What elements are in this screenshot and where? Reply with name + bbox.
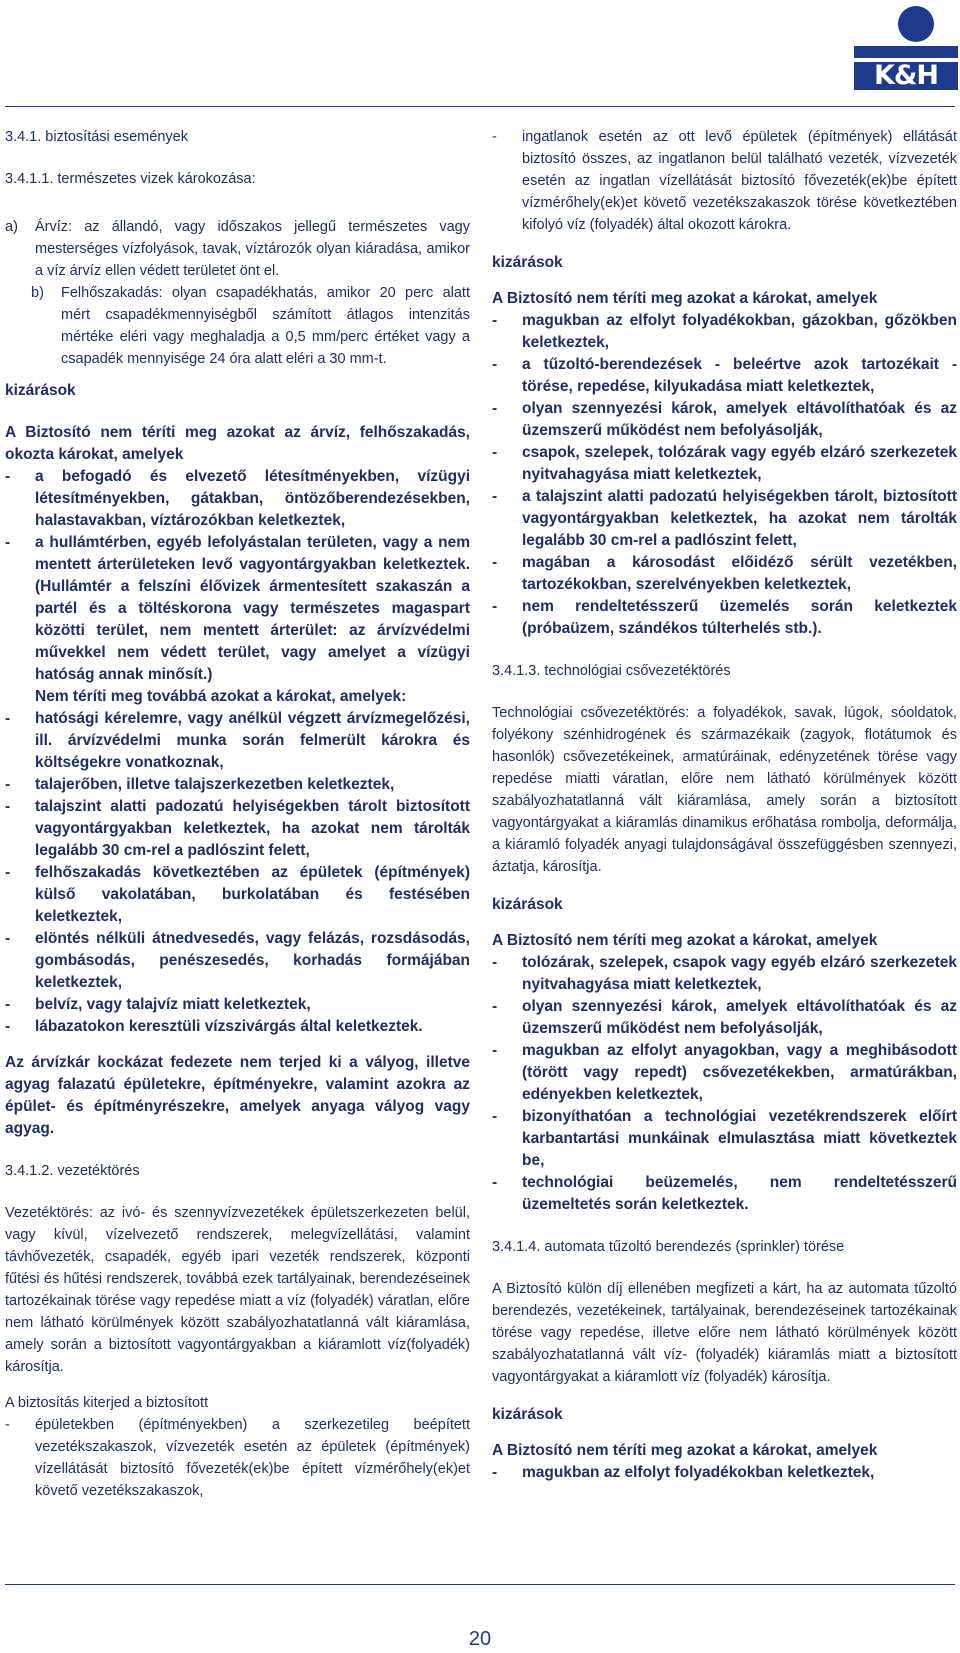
list-item: - belvíz, vagy talajvíz miatt keletkeztek, [5,996,311,1013]
section-heading-3-4-1-4: 3.4.1.4. automata tűzoltó berendezés (sprinkler) törése [492,1239,845,1255]
exclusions-heading: kizárások [492,1406,563,1423]
kh-logo [854,6,958,91]
exclusions-intro: A Biztosító nem téríti meg azokat a károkat, amelyek [492,932,878,949]
list-item: - magukban az elfolyt folyadékokban keletkeztek, [492,1464,875,1481]
list-item: - magában a károsodást előidéző sérült vezetékben, tartozékokban, szerelvényekben keletkeztek, [492,554,957,593]
list-item: - a hullámtérben, egyéb lefolyástalan területen, vagy a nem mentett árterületeken levő vagyontárgyakban keletkeztek. (Hullámtér a felszíni élővizek ármentesített szakaszán a partél és a töltéskorona vagy természetes magaspart közötti terület, nem mentett árterület: az árvízvédelmi művekkel nem védett terület, vagy amelyet a vízügyi hatóság annak minősít.) [5,534,470,683]
exclusions-intro: A Biztosító nem téríti meg azokat a károkat, amelyek [492,1442,878,1459]
list-item: - lábazatokon keresztüli vízszivárgás által keletkeztek. [5,1018,423,1035]
exclusions-heading: kizárások [492,254,563,271]
list-item: - talajerőben, illetve talajszerkezetben keletkeztek, [5,776,395,793]
coverage-item: - épületekben (építményekben) a szerkezetileg beépített vezetékszakaszok, vízvezeték esetén az épületek (építmények) vízellátását biztosító fővezeték(ek)be épített vízmérőhely(ek)et követő vezetékszakaszok, [5,1417,470,1499]
list-item: - a talajszint alatti padozatú helyiségekben tárolt, biztosított vagyontárgyakban keletkeztek, ha azokat nem tárolták legalább 30 cm-rel a padlószint felett, [492,488,957,549]
list-item: - a tűzoltó-berendezések - beleértve azok tartozékait - törése, repedése, kilyukadása miatt keletkeztek, [492,356,957,395]
logo-text: K&H [854,62,958,90]
vezetektores-definition: Vezetéktörés: az ivó- és szennyvízvezetékek épületszerkezeten belül, vagy kívül, vízelvezető rendszerek, melegvízellátási, valamint távhővezeték, csapadék, egyéb ipari vezeték rendszerek, központi fűtési és hűtési rendszerek, továbbá ezek tartályainak, berendezéseinek tartozékainak törése vagy repedése miatt a víz (folyadék) váratlan, előre nem látható körülmények között szabályozhatatlanná vált kiáramlása, amely során a biztosított vagyontárgyakban a kiáramlott víz(folyadék) károsítja. [5,1205,470,1375]
list-item: - hatósági kérelemre, vagy anélkül végzett árvízmegelőzési, ill. árvízvédelmi munka során felmerült károkra és költségekre vonatkoznak, [5,710,470,771]
technological-pipe-definition: Technológiai csővezetéktörés: a folyadékok, savak, lúgok, sóoldatok, folyékony szénhidrogének és származékaik (zagyok, flotátumok és hasonlók) csővezetékeinek, armatúráinak, edényzetének törése vagy repedése miatti váratlan, előre nem látható körülmények között szabályozhatatlanná vált kiáramlása, amely során a biztosított vagyontárgyakat a kiáramlás dinamikus erőhatása rombolja, deformálja, a kiáramló folyadék anyagi tulajdonságával összefüggésben szennyezi, áztatja, károsítja. [492,705,957,875]
exclusions-list-r1 [492,310,957,640]
list-item: - magukban az elfolyt anyagokban, vagy a meghibásodott (törött vagy repedt) csővezetékekben, armatúrákban, edényekben keletkeztek, [492,1042,957,1103]
list-item: - csapok, szelepek, tolózárak vagy egyéb elzáró szerkezetek nyitvahagyása miatt keletkeztek, [492,444,957,483]
exclusions-intro: A Biztosító nem téríti meg azokat az árvíz, felhőszakadás, okozta károkat, amelyek [5,424,470,463]
logo-bar [854,46,958,58]
right-column [492,126,957,1484]
list-item: - technológiai beüzemelés, nem rendeltetésszerű üzemeltetés során keletkeztek. [492,1174,957,1213]
bottom-rule [5,1584,955,1585]
exclusions-intro: A Biztosító nem téríti meg azokat a károkat, amelyek [492,290,878,307]
section-heading-3-4-1: 3.4.1. biztosítási események [5,129,188,145]
exclusions-list-1 [5,466,470,686]
list-item: - tolózárak, szelepek, csapok vagy egyéb elzáró szerkezetek nyitvahagyása miatt keletkeztek, [492,954,957,993]
coverage-item-continued: - ingatlanok esetén az ott levő épületek (építmények) ellátását biztosító összes, az ingatlanon belül található vezeték, vízvezeték esetén az ingatlan vízellátását biztosító fővezeték(ek)be épített vízmérőhely(ek)et követő vezetékszakaszok törése következtében kifolyó víz (folyadék) által okozott károkra. [492,129,957,233]
list-item: - felhőszakadás következtében az épületek (építmények) külső vakolatában, burkolatában és festésében keletkeztek, [5,864,470,925]
top-rule [5,106,955,107]
logo-circle [898,6,934,42]
section-heading-3-4-1-2: 3.4.1.2. vezetéktörés [5,1163,140,1179]
page-number: 20 [468,1628,492,1650]
exclusions-heading: kizárások [5,382,76,399]
list-item: - talajszint alatti padozatú helyiségekben tárolt biztosított vagyontárgyakban keletkeztek, ha azokat nem tárolták legalább 30 cm-rel a padlószint felett, [5,798,470,859]
exclusions-list-r2 [492,952,957,1216]
list-item: - olyan szennyezési károk, amelyek eltávolíthatóak és az üzemszerű működést nem befolyásolják, [492,400,957,439]
exclusions-heading: kizárások [492,896,563,913]
list-item: - olyan szennyezési károk, amelyek eltávolíthatóak és az üzemszerű működést nem befolyásolják, [492,998,957,1037]
sprinkler-definition: A Biztosító külön díj ellenében megfizeti a kárt, ha az automata tűzoltó berendezés, vezetékeinek, tartályainak, berendezéseinek tartozékainak törése vagy repedése, illetve előre nem látható körülmények között szabályozhatatlanná vált víz- (folyadék) kiáramlás miatt a biztosított vagyontárgyakat a kiáramlott víz (folyadék) károsítja. [492,1281,957,1385]
coverage-intro: A biztosítás kiterjed a biztosított [5,1395,209,1411]
exclusions-list-r3 [492,1462,957,1484]
valyog-paragraph: Az árvízkár kockázat fedezete nem terjed ki a vályog, illetve agyag falazatú épületekre, építményekre, valamint azokra az épület- és építményrészekre, amelyek anyaga vályog vagy agyag. [5,1054,470,1137]
list-item: - magukban az elfolyt folyadékokban, gázokban, gőzökben keletkeztek, [492,312,957,351]
definition-a: a) Árvíz: az állandó, vagy időszakos jellegű természetes vagy mesterséges vízfolyások, tavak, víztározók olyan kiáradása, amikor a víz árvíz ellen védett területet önt el. [5,219,470,279]
list-item: - nem rendeltetésszerű üzemelés során keletkeztek (próbaüzem, szándékos túlterhelés stb.). [492,598,957,637]
exclusions-intro-2: Nem téríti meg továbbá azokat a károkat, amelyek: [35,688,407,705]
exclusions-list-2 [5,708,470,1038]
definition-b: b) Felhőszakadás: olyan csapadékhatás, amikor 20 perc alatt mért csapadékmennyiségből számított átlagos intenzitás mértéke eléri vagy meghaladja a 0,5 mm/perc értéket vagy a csapadék mennyisége 24 óra alatt eléri a 30 mm-t. [31,285,470,367]
list-item: - bizonyíthatóan a technológiai vezetékrendszerek előírt karbantartási munkáinak elmulasztása miatt következtek be, [492,1108,957,1169]
section-heading-3-4-1-1: 3.4.1.1. természetes vizek károkozása: [5,171,256,187]
section-heading-3-4-1-3: 3.4.1.3. technológiai csővezetéktörés [492,663,731,679]
list-item: - a befogadó és elvezető létesítményekben, vízügyi létesítményekben, gátakban, öntözőberendezésekben, halastavakban, víztározókban keletkeztek, [5,468,470,529]
list-item: - elöntés nélküli átnedvesedés, vagy felázás, rozsdásodás, gombásodás, penészesedés, korhadás formájában keletkeztek, [5,930,470,991]
left-column [5,126,470,1502]
